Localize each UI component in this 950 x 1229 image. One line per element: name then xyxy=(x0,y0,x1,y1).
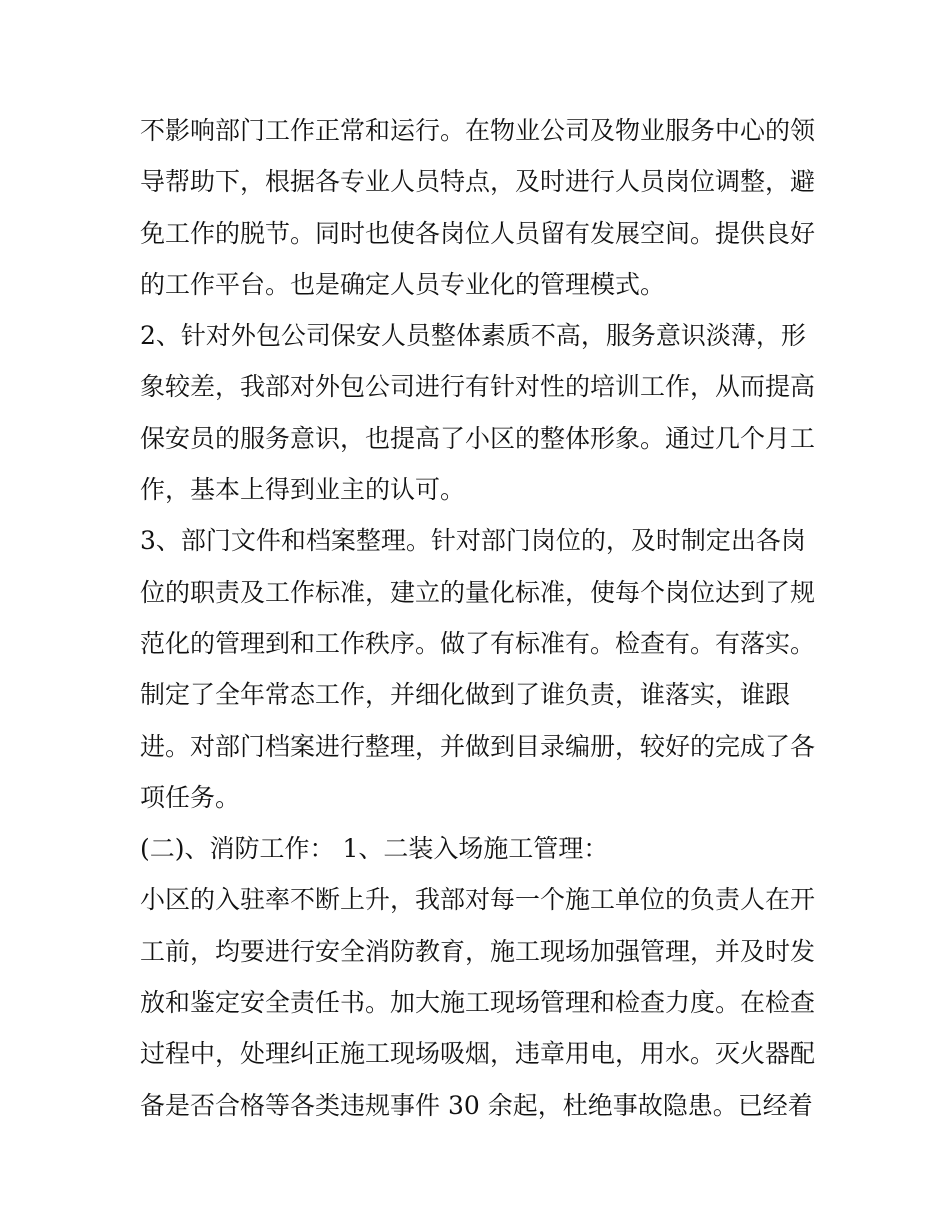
text-line: 作，基本上得到业主的认可。 xyxy=(140,475,466,505)
text-line: 不影响部门工作正常和运行。在物业公司及物业服务中心的领 xyxy=(140,116,816,145)
text-line: 范化的管理到和工作秩序。做了有标准有。检查有。有落实。 xyxy=(140,628,816,658)
text-line: 小区的入驻率不断上升，我部对每一个施工单位的负责人在开 xyxy=(140,885,816,915)
text-line: 的工作平台。也是确定人员专业化的管理模式。 xyxy=(140,269,666,299)
text-line: 免工作的脱节。同时也使各岗位人员留有发展空间。提供良好 xyxy=(140,218,816,248)
text-line: 进。对部门档案进行整理，并做到目录编册，较好的完成了各 xyxy=(140,731,816,761)
text-line: 3、部门文件和档案整理。针对部门岗位的，及时制定出各岗 xyxy=(140,526,806,556)
text-line: 过程中，处理纠正施工现场吸烟，违章用电，用水。灭火器配 xyxy=(140,1039,816,1069)
text-line: 象较差，我部对外包公司进行有针对性的培训工作，从而提高 xyxy=(140,372,816,402)
text-line: 保安员的服务意识，也提高了小区的整体形象。通过几个月工 xyxy=(140,423,816,453)
text-line: 项任务。 xyxy=(140,782,241,812)
text-line: 放和鉴定安全责任书。加大施工现场管理和检查力度。在检查 xyxy=(140,988,816,1018)
text-line: 制定了全年常态工作，并细化做到了谁负责，谁落实，谁跟 xyxy=(140,680,791,710)
text-line: (二)、消防工作： 1、二装入场施工管理： xyxy=(140,834,609,864)
document-body xyxy=(140,105,820,1131)
text-line: 工前，均要进行安全消防教育，施工现场加强管理，并及时发 xyxy=(140,936,816,966)
text-line: 导帮助下，根据各专业人员特点，及时进行人员岗位调整，避 xyxy=(140,167,816,197)
text-line: 备是否合格等各类违规事件 30 余起，杜绝事故隐患。已经着 xyxy=(140,1090,813,1120)
text-line: 位的职责及工作标准，建立的量化标准，使每个岗位达到了规 xyxy=(140,577,816,607)
text-line: 2、针对外包公司保安人员整体素质不高，服务意识淡薄，形 xyxy=(140,321,806,351)
